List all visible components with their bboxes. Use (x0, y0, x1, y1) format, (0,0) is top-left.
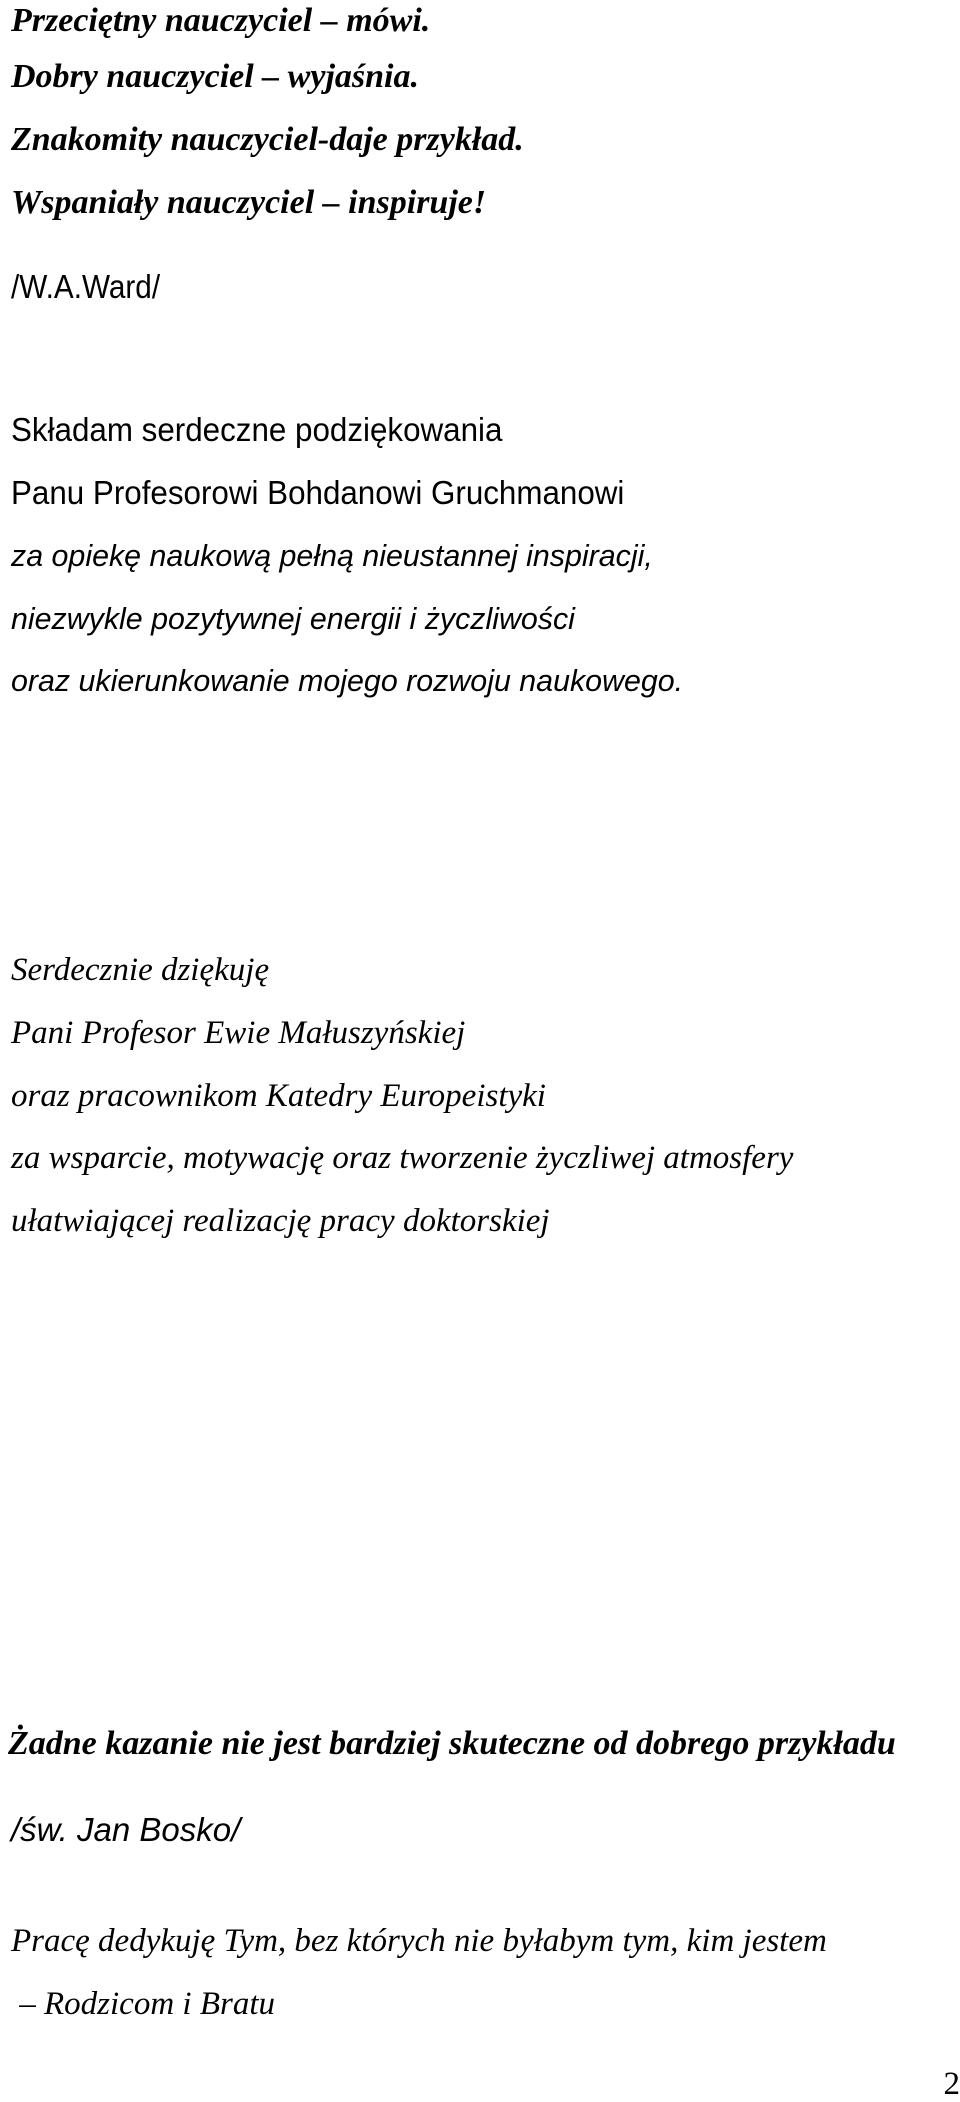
ack1-line-4: niezwykle pozytywnej energii i życzliwości (11, 603, 575, 634)
quote-attribution: /św. Jan Bosko/ (11, 1813, 240, 1846)
ack2-line-3: oraz pracownikom Katedry Europeistyki (11, 1080, 546, 1113)
quote-text: Żadne kazanie nie jest bardziej skuteczne od dobrego przykładu (8, 1727, 896, 1761)
ack1-line-5: oraz ukierunkowanie mojego rozwoju naukowego. (11, 665, 683, 696)
ack2-line-2: Pani Profesor Ewie Małuszyńskiej (11, 1017, 465, 1050)
motto-line-3: Znakomity nauczyciel-daje przykład. (11, 123, 524, 157)
dedication-line-2: – Rodzicom i Bratu (11, 1988, 275, 2021)
motto-line-1: Przeciętny nauczyciel – mówi. (11, 4, 430, 38)
motto-line-2: Dobry nauczyciel – wyjaśnia. (11, 60, 419, 94)
page-number: 2 (944, 2068, 960, 2101)
ack1-line-2: Panu Profesorowi Bohdanowi Gruchmanowi (11, 476, 624, 509)
ack1-line-1: Składam serdeczne podziękowania (11, 413, 502, 446)
ack2-line-5: ułatwiającej realizację pracy doktorskiej (11, 1205, 550, 1238)
ack2-line-1: Serdecznie dziękuję (11, 954, 269, 987)
motto-line-4: Wspaniały nauczyciel – inspiruje! (11, 186, 486, 220)
ack1-line-3: za opiekę naukową pełną nieustannej inspiracji, (11, 540, 653, 571)
dedication-line-1: Pracę dedykuję Tym, bez których nie byłabym tym, kim jestem (11, 1925, 827, 1958)
ack2-line-4: za wsparcie, motywację oraz tworzenie życzliwej atmosfery (11, 1142, 793, 1175)
motto-attribution: /W.A.Ward/ (11, 270, 160, 303)
